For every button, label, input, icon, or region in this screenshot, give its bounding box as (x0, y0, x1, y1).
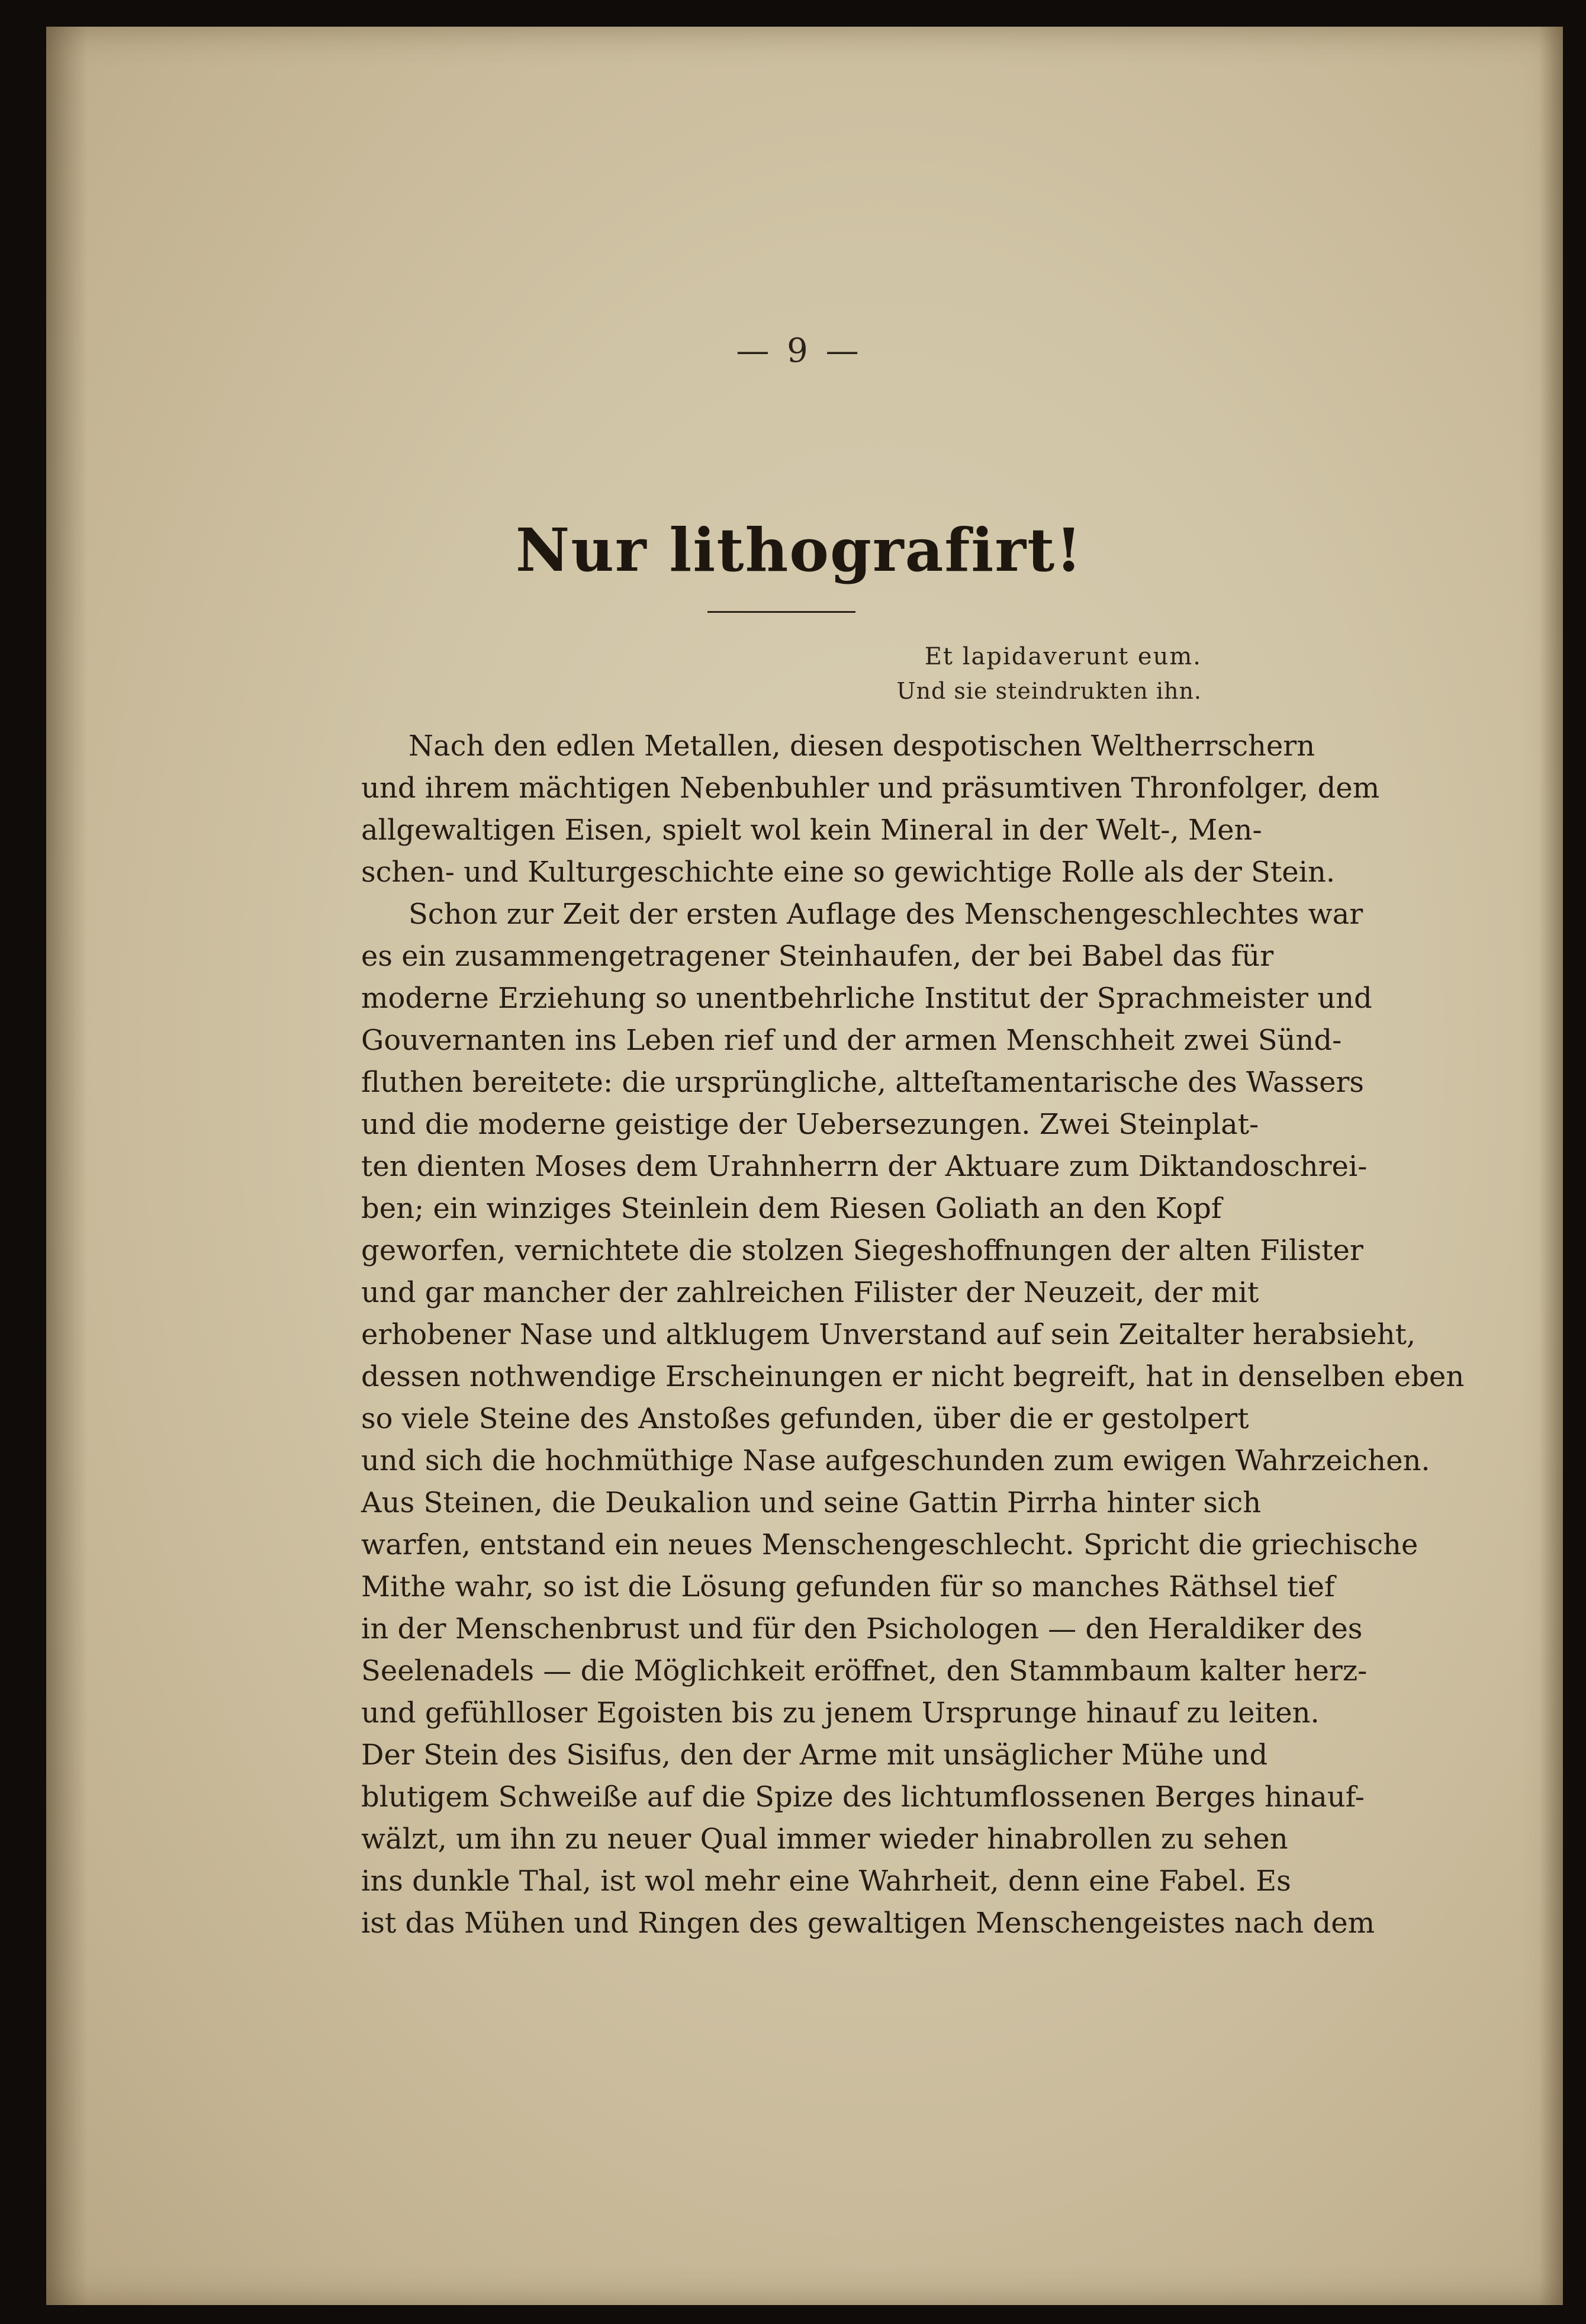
text-line: Nach den edlen Metallen, diesen despotischen Weltherrschern (408, 729, 1315, 763)
text-line: Mithe wahr, so ist die Lösung gefunden für so manches Räthsel tief (361, 1570, 1335, 1603)
page-number: — 9 — (736, 332, 863, 370)
epigraph-german: Und sie steindrukten ihn. (896, 678, 1202, 704)
text-line: ben; ein winziges Steinlein dem Riesen Goliath an den Kopf (361, 1192, 1222, 1225)
text-line: wälzt, um ihn zu neuer Qual immer wieder hinabrollen zu sehen (361, 1822, 1288, 1856)
text-line: moderne Erziehung so unentbehrliche Institut der Sprachmeister und (361, 982, 1372, 1015)
text-line: und sich die hochmüthige Nase aufgeschunden zum ewigen Wahrzeichen. (361, 1444, 1430, 1477)
text-line: allgewaltigen Eisen, spielt wol kein Mineral in der Welt-, Men- (361, 814, 1262, 847)
text-line: und ihrem mächtigen Nebenbuhler und präsumtiven Thronfolger, dem (361, 772, 1380, 805)
text-line: blutigem Schweiße auf die Spize des lichtumflossenen Berges hinauf- (361, 1780, 1365, 1814)
text-line: erhobener Nase und altklugem Unverstand auf sein Zeitalter herabsieht, (361, 1318, 1416, 1351)
text-line: und die moderne geistige der Uebersezungen. Zwei Steinplat- (361, 1108, 1259, 1141)
text-line: ins dunkle Thal, ist wol mehr eine Wahrheit, denn eine Fabel. Es (361, 1865, 1291, 1898)
body-text (361, 725, 1465, 1944)
text-line: Schon zur Zeit der ersten Auflage des Menschengeschlechtes war (408, 898, 1363, 931)
text-line: es ein zusammengetragener Steinhaufen, der bei Babel das für (361, 940, 1274, 973)
text-line: ist das Mühen und Ringen des gewaltigen Menschengeistes nach dem (361, 1907, 1375, 1940)
text-line: warfen, entstand ein neues Menschengeschlecht. Spricht die griechische (361, 1528, 1418, 1561)
page-title: Nur lithografirt! (515, 515, 1083, 585)
epigraph-latin: Et lapidaverunt eum. (924, 643, 1202, 670)
text-line: in der Menschenbrust und für den Psichologen — den Heraldiker des (361, 1612, 1363, 1645)
title-divider (707, 611, 855, 613)
page-edge-shadow (1539, 27, 1563, 2305)
text-line: und gefühlloser Egoisten bis zu jenem Ursprunge hinauf zu leiten. (361, 1696, 1320, 1730)
text-line: so viele Steine des Anstoßes gefunden, über die er gestolpert (361, 1402, 1249, 1435)
text-line: Aus Steinen, die Deukalion und seine Gattin Pirrha hinter sich (361, 1486, 1262, 1519)
text-line: Gouvernanten ins Leben rief und der armen Menschheit zwei Sünd- (361, 1024, 1342, 1057)
text-line: Der Stein des Sisifus, den der Arme mit unsäglicher Mühe und (361, 1738, 1268, 1772)
text-line: fluthen bereitete: die ursprüngliche, altteſtamentarische des Wassers (361, 1066, 1365, 1099)
text-line: Seelenadels — die Möglichkeit eröffnet, den Stammbaum kalter herz- (361, 1654, 1368, 1687)
text-line: geworfen, vernichtete die stolzen Siegeshoffnungen der alten Filister (361, 1234, 1363, 1267)
text-line: ten dienten Moses dem Urahnherrn der Aktuare zum Diktandoschrei- (361, 1150, 1368, 1183)
text-line: dessen nothwendige Erscheinungen er nicht begreift, hat in denselben eben (361, 1360, 1465, 1393)
epigraph (858, 639, 1202, 708)
text-line: schen- und Kulturgeschichte eine so gewichtige Rolle als der Stein. (361, 856, 1336, 889)
text-line: und gar mancher der zahlreichen Filister der Neuzeit, der mit (361, 1276, 1259, 1309)
